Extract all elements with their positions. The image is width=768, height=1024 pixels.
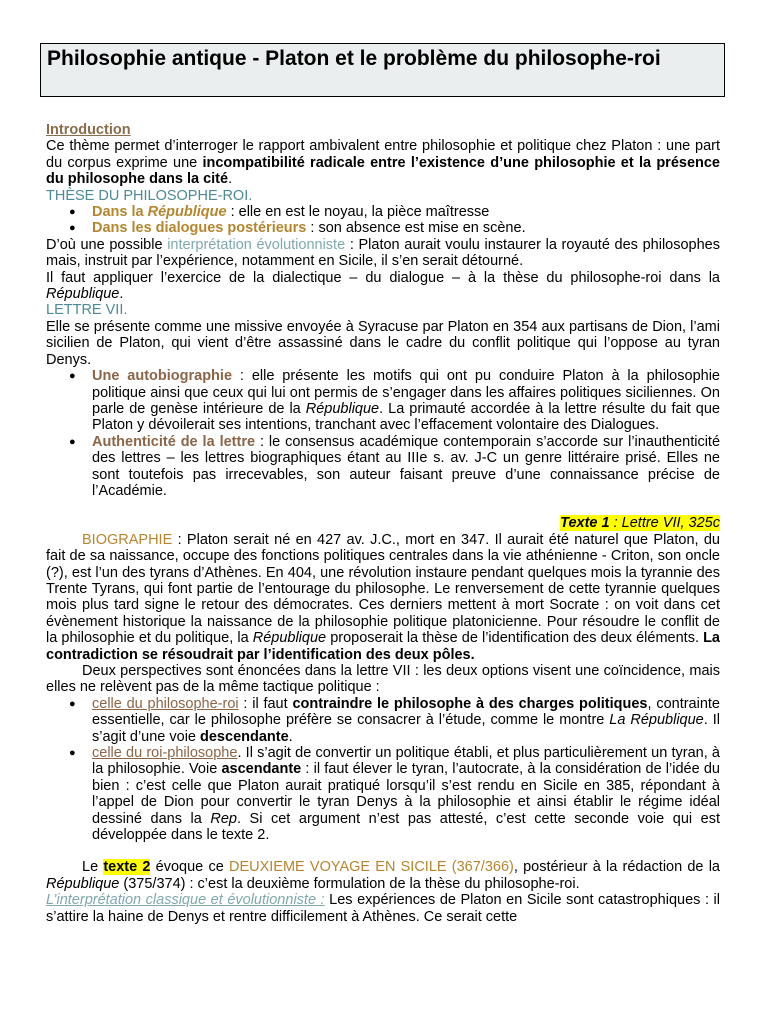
texte1-reference: Texte 1 : Lettre VII, 325c: [560, 515, 720, 532]
list-item: ● celle du philosophe-roi : il faut contraindre le philosophe à des charges politiques, contrainte essentielle, car le philosophe préfère se consacrer à l’étude, comme le montre La République. Il s’agit d’une voie descendante.: [92, 696, 720, 745]
texte2-paragraph: Le texte 2 évoque ce DEUXIEME VOYAGE EN SICILE (367/366), postérieur à la rédaction de la République (375/374) : c’est la deuxième formulation de la thèse du philosophe-roi.: [46, 859, 720, 892]
page-title: Philosophie antique - Platon et le problème du philosophe-roi: [40, 43, 725, 97]
these-list: [46, 204, 720, 237]
document-body: [46, 122, 720, 925]
lettre-list: [46, 368, 720, 499]
interpretation-paragraph: L’interprétation classique et évolutionniste : Les expériences de Platon en Sicile sont catastrophiques : il s’attire la haine de Denys et rentre difficilement à Athènes. Ce serait cette: [46, 892, 720, 925]
these-heading: THÈSE DU PHILOSOPHE-ROI.: [46, 187, 253, 204]
list-item: ● Une autobiographie : elle présente les motifs qui ont pu conduire Platon à la philosophie politique ainsi que ceux qui lui ont permis de s’engager dans les affaires politiques siciliennes. On parle de genèse intérieure de la République. La primauté accordée à la lettre résulte du fait que Platon y dévoilerait ses intentions, tranchant avec l’effacement volontaire des Dialogues.: [92, 368, 720, 434]
list-item: ● celle du roi-philosophe. Il s’agit de convertir un politique établi, et plus particulièrement un tyran, à la philosophie. Voie ascendante : il faut élever le tyran, l’autocrate, à la considération de l’idée du bien : c’est celle que Platon aurait pratiqué lorsqu’il s’est rendu en Sicile en 385, répondant à l’appel de Dion pour convertir le tyran Denys à la philosophie et ainsi établir le régime idéal dessiné dans la Rep. Si cet argument n’est pas attesté, c’est cette seconde voie qui est développée dans le texte 2.: [92, 745, 720, 843]
list-item: ● Authenticité de la lettre : le consensus académique contemporain s’accorde sur l’inauthenticité des lettres – les lettres biographiques étant au IIIe s. av. J-C un genre littéraire prisé. Elles ne sont toutefois pas irrecevables, son auteur faisant preuve d’une connaissance précise de l’Académie.: [92, 434, 720, 500]
list-item: ● Dans la République : elle en est le noyau, la pièce maîtresse: [92, 204, 720, 220]
perspectives-list: [46, 696, 720, 844]
lettre-heading: LETTRE VII.: [46, 302, 128, 319]
list-item: ● Dans les dialogues postérieurs : son absence est mise en scène.: [92, 220, 720, 236]
biographie-paragraph: BIOGRAPHIE : Platon serait né en 427 av. J.C., mort en 347. Il aurait été naturel que Platon, du fait de sa naissance, occupe des fonctions politiques centrales dans la vie athénienne - Criton, son oncle (?), est l’un des tyrans d’Athènes. En 404, une révolution instaure pendant quelques mois la tyrannie des Trente Tyrans, qui font partie de l’entourage du philosophe. Le renversement de cette tyrannie quelques mois plus tard signe le retour des démocrates. Ces derniers mettent à mort Socrate : on voit dans cet évènement historique la naissance de la philosophie politique platonicienne. Pour résoudre le conflit de la philosophie et du politique, la République proposerait la thèse de l’identification des deux éléments. La contradiction se résoudrait par l’identification des deux pôles.: [46, 531, 720, 663]
evolution-paragraph: D’où une possible interprétation évolutionniste : Platon aurait voulu instaurer la royauté des philosophes mais, instruit par l’expérience, notamment en Sicile, il s’en serait détourné.: [46, 236, 720, 270]
lettre-paragraph: Elle se présente comme une missive envoyée à Syracuse par Platon en 354 aux partisans de Dion, l’ami sicilien de Platon, qui vient d’être assassiné dans le cadre du conflit politique qui l’oppose au tyran Denys.: [46, 318, 720, 368]
perspectives-paragraph: Deux perspectives sont énoncées dans la lettre VII : les deux options visent une coïncidence, mais elles ne relèvent pas de la même tactique politique :: [46, 663, 720, 696]
dialectic-paragraph: Il faut appliquer l’exercice de la dialectique – du dialogue – à la thèse du philosophe-roi dans la République.: [46, 269, 720, 303]
introduction-heading: Introduction: [46, 122, 131, 138]
intro-paragraph: Ce thème permet d’interroger le rapport ambivalent entre philosophie et politique chez Platon : une part du corpus exprime une incompatibilité radicale entre l’existence d’une philosophie et la présence du philosophe dans la cité.: [46, 138, 720, 188]
